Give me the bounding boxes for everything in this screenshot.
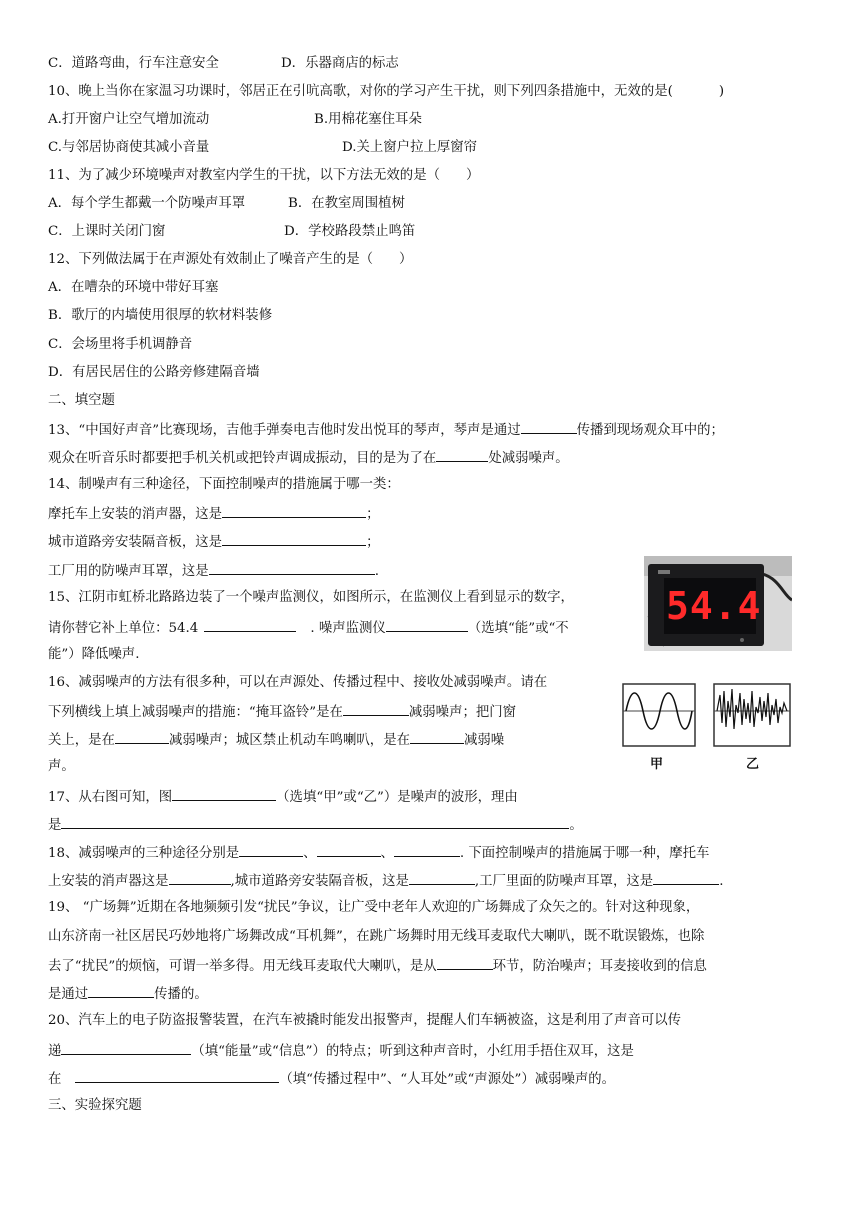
q16-blank-2[interactable] [115, 729, 169, 744]
q12-stem: 12、下列做法属于在声源处有效制止了噪音产生的是（ ） [48, 252, 413, 267]
q16-line1: 16、减弱噪声的方法有很多种，可以在声源处、传播过程中、接收处减弱噪声。请在 [48, 675, 548, 690]
q19-line1: 19、 “广场舞”近期在各地频频引发“扰民”争议，让广受中老年人欢迎的广场舞成了众矢之的。针对这种现象， [48, 900, 700, 915]
q19-line3: 去了“扰民”的烦恼，可谓一举多得。用无线耳麦取代大喇叭，是从 环节，防治噪声；耳麦接收到的信息 [48, 955, 707, 977]
q14-blank-2[interactable] [222, 531, 366, 546]
q17-line2: 是 。 [48, 814, 583, 836]
q19-blank-2[interactable] [88, 983, 154, 998]
noise-monitor-photo [644, 556, 792, 651]
section-heading-experiment: 三、实验探究题 [48, 1098, 142, 1113]
q20-line3: 在 （填“传播过程中”、“人耳处”或“声源处”）减弱噪声的。 [48, 1068, 615, 1090]
q10-stem: 10、晚上当你在家温习功课时，邻居正在引吭高歌，对你的学习产生干扰，则下列四条措施中，无效的是( ) [48, 84, 725, 99]
q16-blank-3[interactable] [410, 729, 464, 744]
waveform-figure [622, 683, 798, 773]
q10-options-ab [48, 110, 422, 130]
q14-blank-1[interactable] [222, 503, 366, 518]
q11-options-ab [48, 194, 405, 214]
q15-blank-unit[interactable] [204, 617, 296, 632]
q14-line2: 城市道路旁安装隔音板，这是 ； [48, 531, 379, 553]
q13-blank-1[interactable] [521, 419, 577, 434]
waveform-label-a: 甲 [650, 757, 664, 772]
q18-blank-5[interactable] [409, 870, 475, 885]
q20-line2: 递 （填“能量”或“信息”）的特点；听到这种声音时，小红用手捂住双耳，这是 [48, 1040, 634, 1062]
q12-option-a: A．在嘈杂的环境中带好耳塞 [48, 280, 219, 295]
q20-blank-2[interactable] [75, 1068, 279, 1083]
q11-stem: 11、为了减少环境噪声对教室内学生的干扰，以下方法无效的是（ ） [48, 168, 480, 183]
q14-blank-3[interactable] [209, 560, 375, 575]
q10-option-d: D.关上窗户拉上厚窗帘 [342, 140, 478, 155]
q19-blank-1[interactable] [437, 955, 493, 970]
q11-option-a: A．每个学生都戴一个防噪声耳罩 [48, 196, 246, 211]
q12-option-d: D．有居民居住的公路旁修建隔音墙 [48, 365, 260, 380]
q16-line2: 下列横线上填上减弱噪声的措施：“掩耳盗铃”是在 减弱噪声；把门窗 [48, 701, 516, 723]
q18-blank-2[interactable] [317, 842, 381, 857]
q19-line2: 山东济南一社区居民巧妙地将广场舞改成“耳机舞”，在跳广场舞时用无线耳麦取代大喇叭，既不耽误锻炼，也除 [48, 929, 705, 944]
q10-option-c: C.与邻居协商使其减小音量 [48, 140, 210, 155]
q16-line3: 关上，是在 减弱噪声；城区禁止机动车鸣喇叭，是在 减弱噪 [48, 729, 504, 751]
q15-line3: 能”）降低噪声. [48, 647, 140, 662]
q11-option-b: B．在教室周围植树 [288, 196, 405, 211]
q10-option-b: B.用棉花塞住耳朵 [314, 112, 422, 127]
waveform-label-b: 乙 [746, 757, 760, 772]
q17-line1: 17、从右图可知，图 （选填“甲”或“乙”）是噪声的波形，理由 [48, 786, 518, 808]
q20-line1: 20、汽车上的电子防盗报警装置，在汽车被撬时能发出报警声，提醒人们车辆被盗，这是利用了声音可以传 [48, 1013, 682, 1028]
q18-line2: 上安装的消声器这是 ,城市道路旁安装隔音板，这是 ,工厂里面的防噪声耳罩，这是 . [48, 870, 723, 892]
q19-line4: 是通过 传播的。 [48, 983, 208, 1005]
q9-option-d: D．乐器商店的标志 [280, 56, 399, 71]
q12-option-b: B．歌厅的内墙使用很厚的软材料装修 [48, 308, 273, 323]
q10-option-a: A.打开窗户让空气增加流动 [48, 112, 210, 127]
q15-line1: 15、江阴市虹桥北路路边装了一个噪声监测仪，如图所示，在监测仪上看到显示的数字， [48, 590, 574, 605]
q12-option-c: C．会场里将手机调静音 [48, 337, 193, 352]
q13-blank-2[interactable] [436, 447, 488, 462]
q9-options [48, 54, 399, 74]
q11-options-cd [48, 222, 415, 242]
q9-option-c: C．道路弯曲，行车注意安全 [48, 56, 219, 71]
q18-blank-4[interactable] [169, 870, 231, 885]
q11-option-c: C．上课时关闭门窗 [48, 224, 166, 239]
q18-blank-3[interactable] [394, 842, 460, 857]
q14-stem: 14、制噪声有三种途径，下面控制噪声的措施属于哪一类： [48, 477, 400, 492]
q10-options-cd [48, 138, 477, 158]
q15-blank-can[interactable] [386, 617, 468, 632]
section-heading-fill-in: 二、填空题 [48, 393, 115, 408]
q18-blank-1[interactable] [239, 842, 303, 857]
q17-blank-reason[interactable] [61, 814, 569, 829]
q15-line2: 请你替它补上单位：54.4 . 噪声监测仪 （选填“能”或“不 [48, 617, 569, 639]
noise-monitor-display: 54.4 [666, 584, 762, 628]
q14-line1: 摩托车上安装的消声器，这是 ； [48, 503, 379, 525]
q16-blank-1[interactable] [343, 701, 409, 716]
q17-blank-1[interactable] [172, 786, 276, 801]
q20-blank-1[interactable] [61, 1040, 191, 1055]
q14-line3: 工厂用的防噪声耳罩，这是 . [48, 560, 379, 582]
q11-option-d: D．学校路段禁止鸣笛 [284, 224, 416, 239]
q13-line2: 观众在听音乐时都要把手机关机或把铃声调成振动，目的是为了在 处减弱噪声。 [48, 447, 569, 469]
q18-blank-6[interactable] [653, 870, 719, 885]
q16-line4: 声。 [48, 759, 75, 774]
q18-line1: 18、减弱噪声的三种途径分别是 、 、 . 下面控制噪声的措施属于哪一种，摩托车 [48, 842, 709, 864]
q13-line1: 13、“中国好声音”比赛现场，吉他手弹奏电吉他时发出悦耳的琴声，琴声是通过 传播到现场观众耳中的； [48, 419, 724, 441]
